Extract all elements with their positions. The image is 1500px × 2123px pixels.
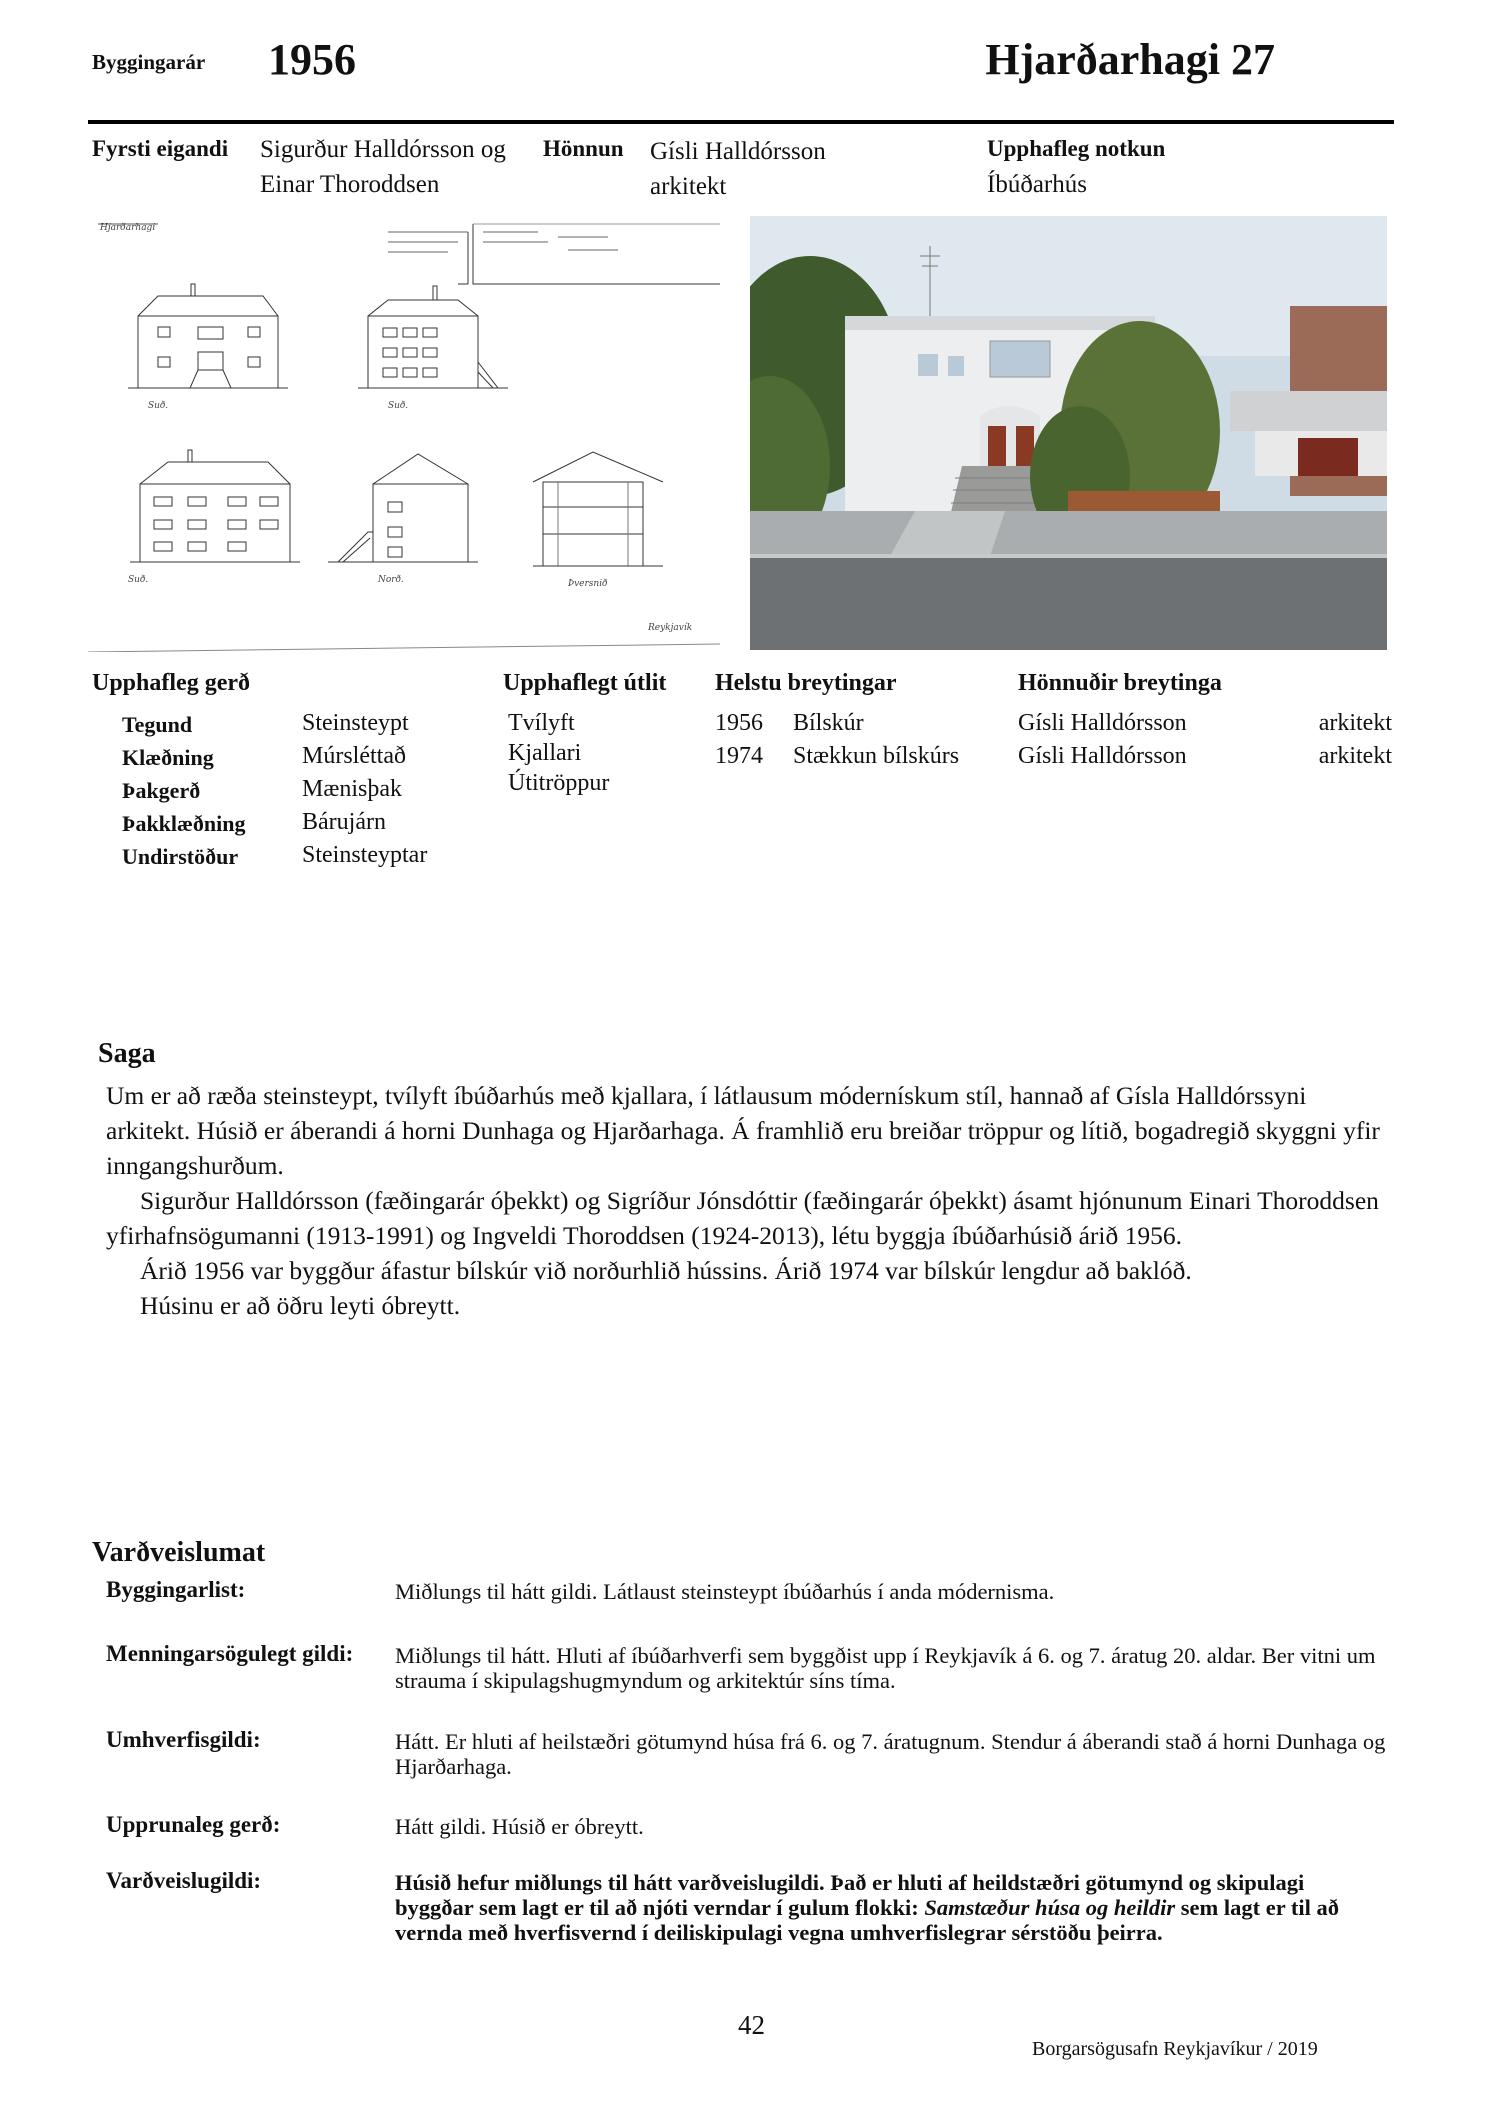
usage-value: Íbúðarhús bbox=[987, 171, 1087, 198]
preservation-text-b: sem lagt er til að vernda með hverfisvernd í deiliskipulagi vegna umhverfislegrar sérstöðu þeirra. bbox=[395, 1895, 1340, 1945]
design-label: Hönnun bbox=[543, 136, 624, 161]
environment-value: Hátt. Er hluti af heilstæðri götumynd húsa frá 6. og 7. áratugnum. Stendur á áberandi stað á horni Dunhaga og Hjarðarhaga. bbox=[395, 1729, 1386, 1779]
original-form-value: Hátt gildi. Húsið er óbreytt. bbox=[395, 1814, 644, 1839]
type-label: Tegund bbox=[122, 712, 193, 737]
house-photo bbox=[750, 216, 1387, 650]
changes-list bbox=[715, 710, 959, 776]
saga-paragraph: Húsinu er að öðru leyti óbreytt. bbox=[140, 1291, 461, 1320]
page-title: Hjarðarhagi 27 bbox=[985, 35, 1275, 84]
cultural-history-label: Menningarsögulegt gildi: bbox=[106, 1641, 354, 1666]
change-desc: Bílskúr bbox=[793, 710, 864, 736]
architectural-drawing bbox=[88, 212, 720, 652]
owners-label: Fyrsti eigandi bbox=[92, 136, 229, 161]
saga-paragraph: Árið 1956 var byggður áfastur bílskúr við norðurhlið hússins. Árið 1974 var bílskúr lengdur að baklóð. bbox=[140, 1256, 1192, 1285]
architecture-label: Byggingarlist: bbox=[106, 1577, 246, 1602]
design-line2: arkitekt bbox=[650, 173, 727, 200]
change-designers-heading: Hönnuðir breytinga bbox=[1018, 670, 1222, 696]
original-form-label: Upprunaleg gerð: bbox=[106, 1812, 281, 1837]
svg-text:Suð.: Suð. bbox=[148, 401, 169, 411]
designer-title: arkitekt bbox=[1318, 743, 1392, 769]
roof-cladding-value: Bárujárn bbox=[302, 809, 386, 835]
roof-type-value: Mænisþak bbox=[302, 776, 403, 802]
change-designers-list bbox=[1018, 710, 1392, 776]
footer-credit: Borgarsögusafn Reykjavíkur / 2019 bbox=[1032, 2038, 1318, 2060]
preservation-label: Varðveislugildi: bbox=[106, 1868, 262, 1893]
cladding-value: Múrsléttað bbox=[302, 743, 406, 769]
svg-text:Suð.: Suð. bbox=[128, 575, 149, 585]
original-type-heading: Upphafleg gerð bbox=[92, 670, 250, 696]
environment-label: Umhverfisgildi: bbox=[106, 1727, 261, 1752]
changes-heading: Helstu breytingar bbox=[715, 670, 897, 696]
architecture-value: Miðlungs til hátt gildi. Látlaust steinsteypt íbúðarhús í anda módernisma. bbox=[395, 1579, 1055, 1604]
assessment-heading: Varðveislumat bbox=[92, 1537, 266, 1568]
roof-type-label: Þakgerð bbox=[122, 778, 201, 803]
svg-text:Þversnið: Þversnið bbox=[568, 579, 608, 589]
original-type-values bbox=[302, 710, 427, 875]
cladding-label: Klæðning bbox=[122, 745, 214, 770]
change-year: 1974 bbox=[715, 743, 763, 769]
original-look-list bbox=[508, 710, 609, 800]
change-row bbox=[715, 710, 959, 743]
construction-year: 1956 bbox=[268, 35, 356, 84]
preservation-category: Samstæður húsa og heildir bbox=[924, 1895, 1176, 1920]
designer-name: Gísli Halldórsson bbox=[1018, 743, 1187, 769]
original-look-item: Útitröppur bbox=[508, 770, 610, 796]
roof-cladding-label: Þakklæðning bbox=[122, 811, 246, 836]
preservation-value bbox=[395, 1870, 1385, 1945]
cultural-history-value: Miðlungs til hátt. Hluti af íbúðarhverfi sem byggðist upp í Reykjavík á 6. og 7. áratug 20. aldar. Ber vitni um strauma í skipulagshugmyndum og arkitektúr síns tíma. bbox=[395, 1643, 1376, 1693]
usage-label: Upphafleg notkun bbox=[987, 136, 1166, 161]
original-look-item: Kjallari bbox=[508, 740, 582, 766]
change-row bbox=[715, 743, 959, 776]
saga-paragraph: Sigurður Halldórsson (fæðingarár óþekkt) og Sigríður Jónsdóttir (fæðingarár óþekkt) ásamt hjónunum Einari Thoroddsen yfirhafnsögumanni (1913-1991) og Ingveldi Thoroddsen (1924-2013), létu byggja íbúðarhúsið árið 1956. bbox=[106, 1186, 1379, 1250]
change-desc: Stækkun bílskúrs bbox=[793, 743, 960, 769]
owners-line1: Sigurður Halldórsson og bbox=[260, 136, 506, 163]
header-rule bbox=[88, 120, 1394, 124]
year-label: Byggingarár bbox=[92, 50, 206, 74]
type-value: Steinsteypt bbox=[302, 710, 409, 736]
original-type-labels bbox=[122, 712, 246, 877]
foundation-value: Steinsteyptar bbox=[302, 842, 428, 868]
designer-row bbox=[1018, 710, 1392, 743]
svg-text:Reykjavík: Reykjavík bbox=[648, 623, 693, 633]
design-line1: Gísli Halldórsson bbox=[650, 138, 826, 165]
designer-row bbox=[1018, 743, 1392, 776]
saga-text bbox=[106, 1078, 1396, 1323]
owners-line2: Einar Thoroddsen bbox=[260, 171, 440, 198]
change-year: 1956 bbox=[715, 710, 763, 736]
preservation-text-a: Húsið hefur miðlungs til hátt varðveislugildi. Það er hluti af heildstæðri götumynd og skipulagi byggðar sem lagt er til að njóti verndar í gulum flokki: bbox=[395, 1870, 1305, 1920]
saga-heading: Saga bbox=[98, 1038, 156, 1069]
page-number: 42 bbox=[738, 2010, 765, 2040]
designer-title: arkitekt bbox=[1318, 710, 1392, 736]
foundation-label: Undirstöður bbox=[122, 844, 239, 869]
svg-text:Hjarðarhagi: Hjarðarhagi bbox=[100, 223, 156, 233]
svg-text:Suð.: Suð. bbox=[388, 401, 409, 411]
original-look-item: Tvílyft bbox=[508, 710, 575, 736]
designer-name: Gísli Halldórsson bbox=[1018, 710, 1187, 736]
svg-text:Norð.: Norð. bbox=[378, 575, 404, 585]
original-look-heading: Upphaflegt útlit bbox=[503, 670, 667, 696]
saga-paragraph: Um er að ræða steinsteypt, tvílyft íbúðarhús með kjallara, í látlausum módernískum stíl, hannað af Gísla Halldórssyni arkitekt. Húsið er áberandi á horni Dunhaga og Hjarðarhaga. Á framhlið eru breiðar tröppur og lítið, bogadregið skyggni yfir inngangshurðum. bbox=[106, 1081, 1380, 1180]
